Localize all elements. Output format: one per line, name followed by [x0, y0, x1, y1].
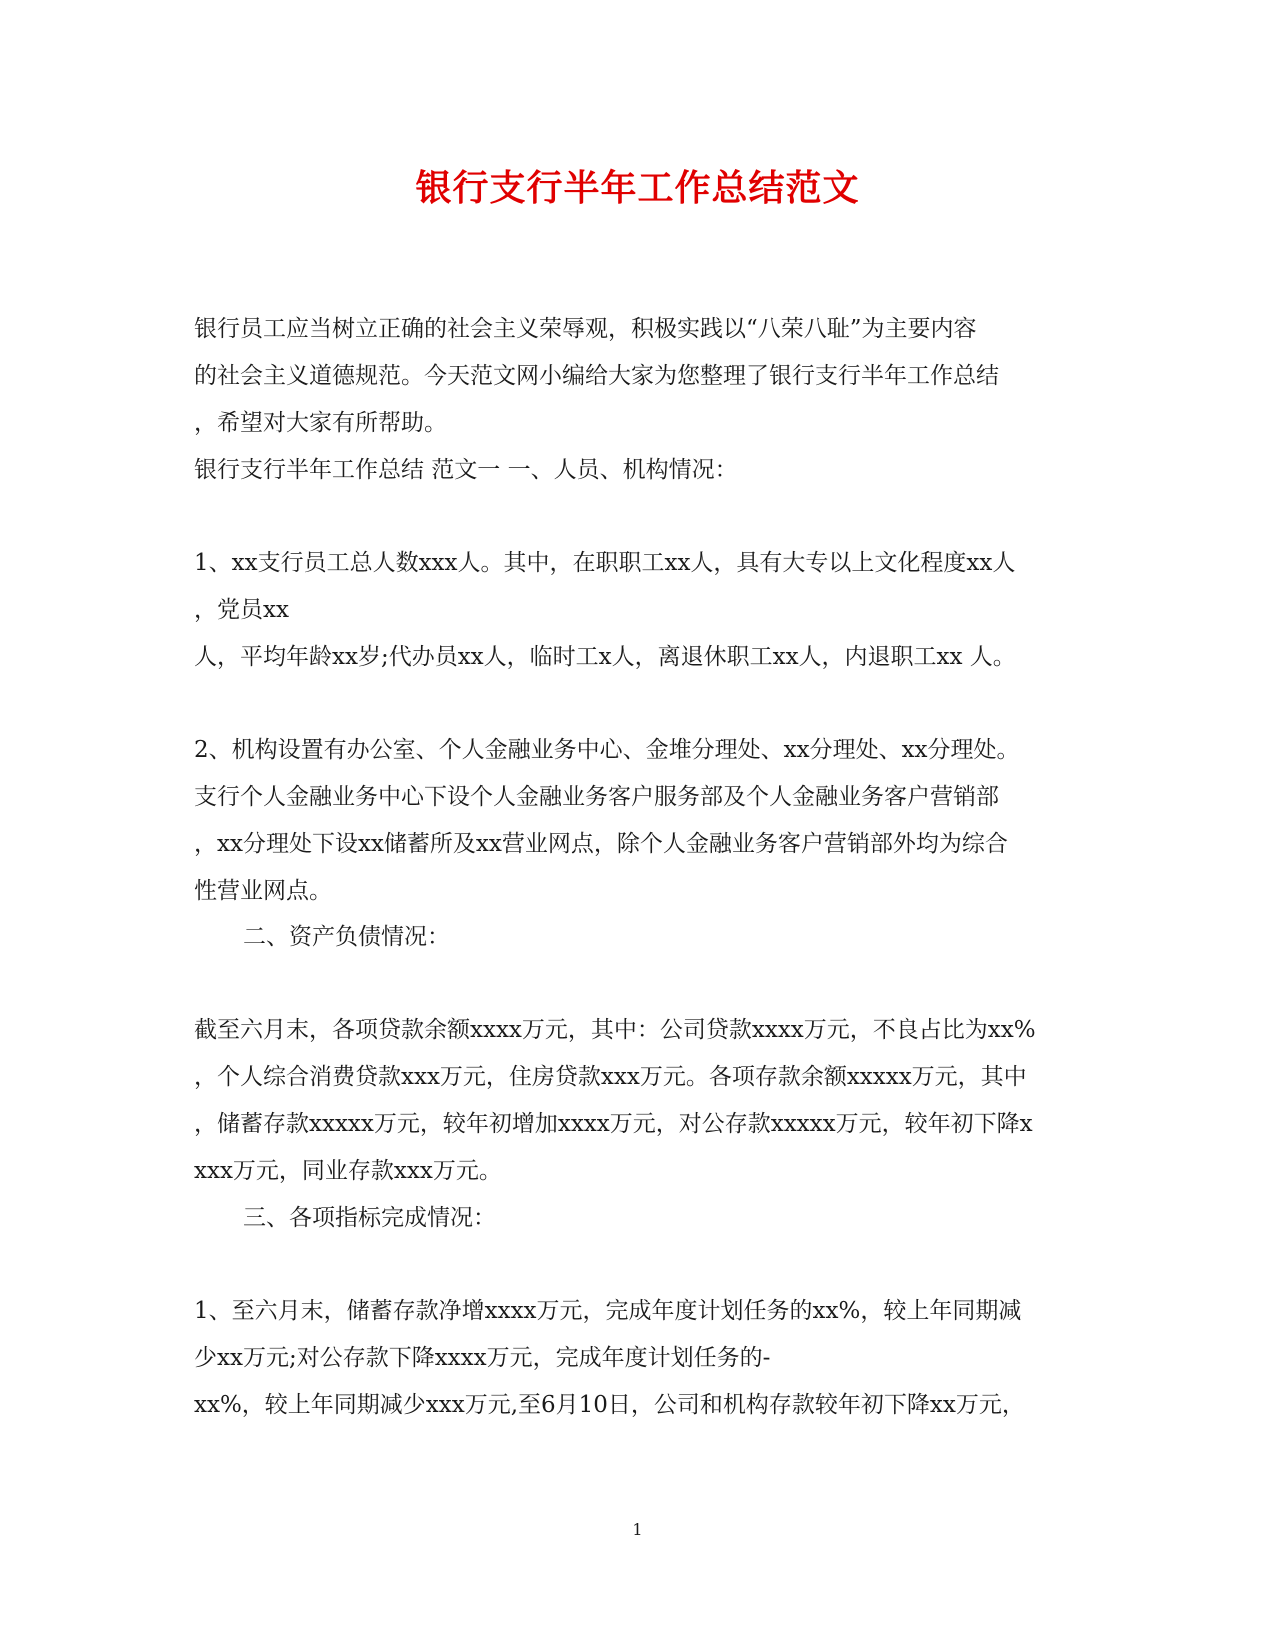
paragraph-line: 性营业网点。	[194, 878, 332, 904]
section-heading: 二、资产负债情况：	[243, 924, 450, 950]
paragraph-line: 的社会主义道德规范。今天范文网小编给大家为您整理了银行支行半年工作总结	[194, 363, 999, 389]
paragraph-line: 人，平均年龄xx岁;代办员xx人，临时工x人，离退休职工xx人，内退职工xx 人。	[194, 644, 1016, 670]
section-heading: 三、各项指标完成情况：	[243, 1205, 496, 1231]
paragraph-line: 1、至六月末，储蓄存款净增xxxx万元，完成年度计划任务的xx%，较上年同期减	[194, 1298, 1022, 1324]
paragraph-line: ，储蓄存款xxxxx万元，较年初增加xxxx万元，对公存款xxxxx万元，较年初下降x	[194, 1111, 1033, 1137]
paragraph-line: ，个人综合消费贷款xxx万元，住房贷款xxx万元。各项存款余额xxxxx万元，其中	[194, 1064, 1027, 1090]
page-number: 1	[632, 1520, 643, 1539]
paragraph-line: ，希望对大家有所帮助。	[194, 410, 447, 436]
paragraph-line: 1、xx支行员工总人数xxx人。其中，在职职工xx人，具有大专以上文化程度xx人	[194, 550, 1016, 576]
document-title: 银行支行半年工作总结范文	[415, 167, 860, 209]
paragraph-line: ，党员xx	[194, 597, 289, 623]
paragraph-line: 截至六月末，各项贷款余额xxxx万元，其中：公司贷款xxxx万元，不良占比为xx%	[194, 1017, 1036, 1043]
section-heading-line: 银行支行半年工作总结 范文一 一、人员、机构情况：	[194, 457, 738, 483]
paragraph-line: xx%，较上年同期减少xxx万元,至6月10日，公司和机构存款较年初下降xx万元，	[194, 1392, 1025, 1418]
paragraph-line: xxx万元，同业存款xxx万元。	[194, 1158, 502, 1184]
paragraph-line: 银行员工应当树立正确的社会主义荣辱观，积极实践以“八荣八耻”为主要内容	[194, 316, 977, 342]
paragraph-line: 少xx万元;对公存款下降xxxx万元，完成年度计划任务的-	[194, 1345, 771, 1371]
paragraph-line: ，xx分理处下设xx储蓄所及xx营业网点，除个人金融业务客户营销部外均为综合	[194, 831, 1008, 857]
paragraph-line: 支行个人金融业务中心下设个人金融业务客户服务部及个人金融业务客户营销部	[194, 784, 999, 810]
paragraph-line: 2、机构设置有办公室、个人金融业务中心、金堆分理处、xx分理处、xx分理处。	[194, 737, 1020, 763]
